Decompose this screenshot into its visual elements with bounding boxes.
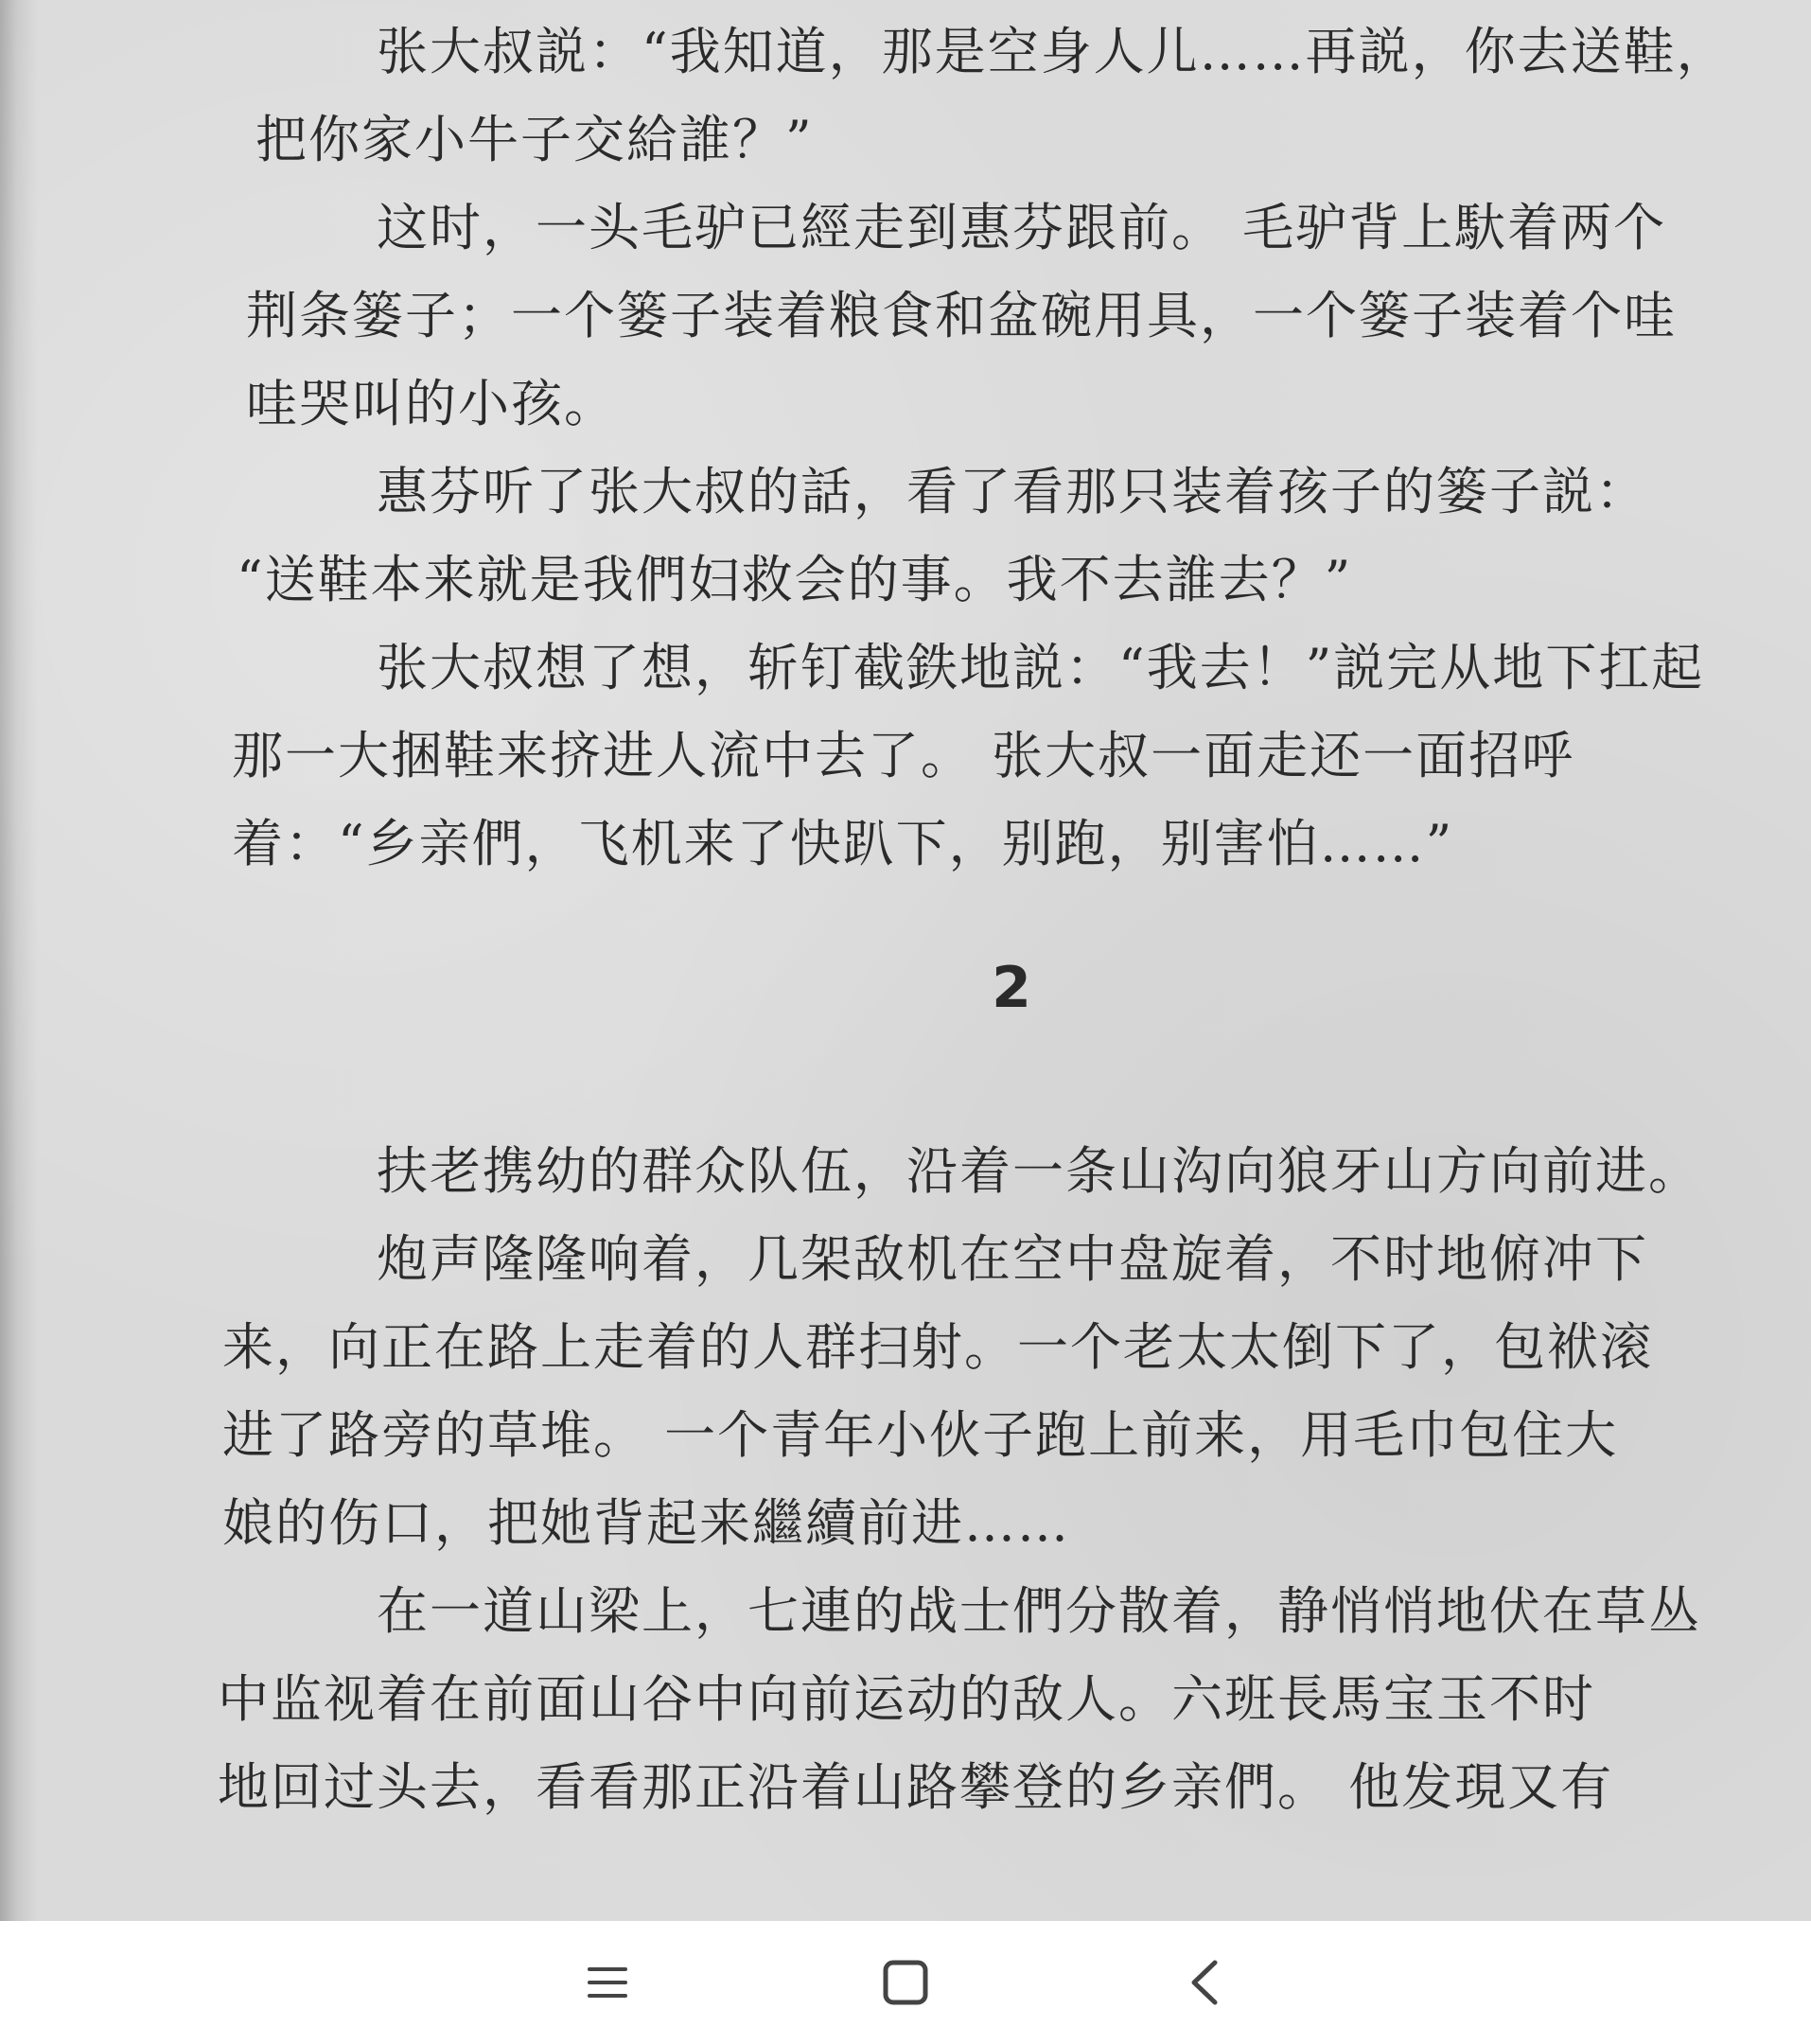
paragraph-continuation bbox=[255, 96, 1750, 184]
paragraph bbox=[274, 624, 1750, 712]
home-button[interactable] bbox=[863, 1945, 948, 2020]
text-line: 把你家小牛子交給誰？” bbox=[255, 110, 814, 169]
text-line: “送鞋本来就是我們妇救会的事。我不去誰去？” bbox=[237, 550, 1353, 609]
paragraph-continuation bbox=[246, 272, 1750, 448]
paragraph-continuation bbox=[232, 712, 1750, 888]
text-line: 那一大捆鞋来挤进人流中去了。 张大叔一面走还一面招呼 bbox=[232, 726, 1575, 785]
paragraph bbox=[274, 1127, 1750, 1215]
section-number: 2 bbox=[992, 955, 1033, 1021]
text-line: 张大叔説：“我知道，那是空身人儿……再説，你去送鞋， bbox=[377, 22, 1730, 81]
text-line: 进了路旁的草堆。 一个青年小伙子跑上前来，用毛巾包住大 bbox=[222, 1405, 1619, 1465]
paragraph-continuation bbox=[218, 1655, 1750, 1831]
paragraph bbox=[274, 1215, 1750, 1303]
text-line: 娘的伤口，把她背起来繼續前进…… bbox=[222, 1493, 1070, 1553]
text-line: 来，向正在路上走着的人群扫射。一个老太太倒下了，包袱滚 bbox=[222, 1317, 1653, 1377]
paragraph-continuation bbox=[222, 1303, 1750, 1567]
recents-button[interactable] bbox=[565, 1945, 650, 2020]
text-line: 着：“乡亲們，飞机来了快趴下，别跑，别害怕……” bbox=[232, 814, 1454, 873]
book-text bbox=[218, 0, 1750, 1831]
paragraph bbox=[274, 1567, 1750, 1655]
text-line: 炮声隆隆响着，几架敌机在空中盘旋着，不时地俯冲下 bbox=[377, 1229, 1648, 1289]
text-line: 在一道山梁上，七連的战士們分散着，静悄悄地伏在草丛 bbox=[377, 1581, 1701, 1641]
paragraph bbox=[274, 448, 1750, 536]
chevron-left-back-icon bbox=[1188, 1959, 1221, 2006]
paragraph-continuation bbox=[237, 536, 1750, 624]
text-line: 这时，一头毛驴已經走到惠芬跟前。 毛驴背上馱着两个 bbox=[377, 198, 1667, 257]
text-line: 扶老携幼的群众队伍，沿着一条山沟向狼牙山方向前进。 bbox=[377, 1141, 1701, 1201]
text-line: 荆条篓子；一个篓子装着粮食和盆碗用具，一个篓子装着个哇 bbox=[246, 286, 1677, 345]
menu-icon bbox=[586, 1964, 629, 2001]
paragraph bbox=[274, 184, 1750, 272]
text-line: 哇哭叫的小孩。 bbox=[246, 374, 617, 433]
text-line: 惠芬听了张大叔的話，看了看那只装着孩子的篓子説： bbox=[377, 462, 1648, 521]
square-home-icon bbox=[883, 1960, 928, 2005]
paragraph bbox=[274, 8, 1750, 96]
text-line: 张大叔想了想，斩钉截鉄地説：“我去！”説完从地下扛起 bbox=[377, 638, 1705, 697]
back-button[interactable] bbox=[1162, 1945, 1247, 2020]
text-line: 中监视着在前面山谷中向前运动的敌人。六班長馬宝玉不时 bbox=[218, 1669, 1595, 1729]
text-line: 地回过头去，看看那正沿着山路攀登的乡亲們。 他发現又有 bbox=[218, 1757, 1614, 1817]
system-navigation-bar bbox=[0, 1921, 1811, 2044]
